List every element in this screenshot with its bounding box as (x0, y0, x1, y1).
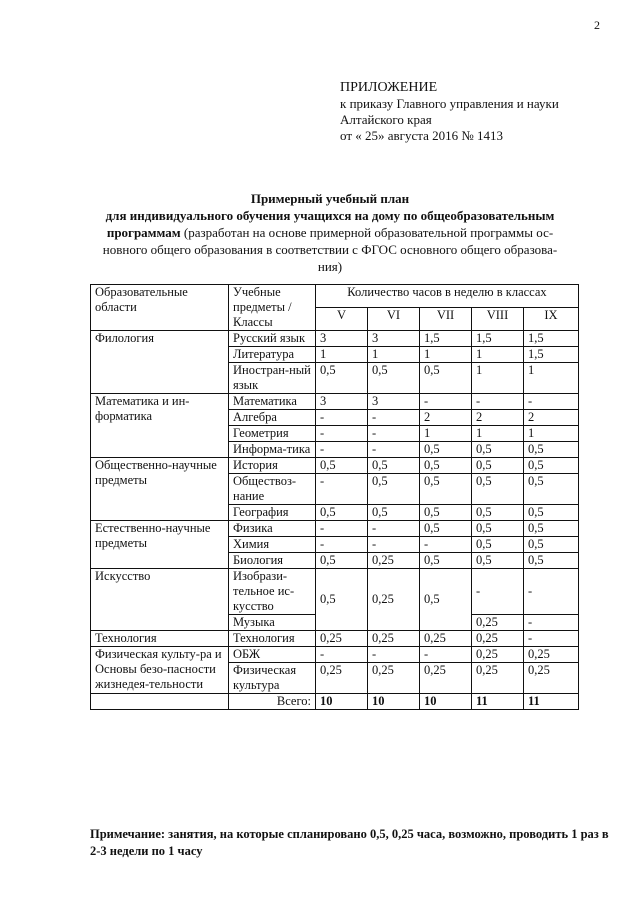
value-cell: 0,5 (472, 553, 524, 569)
subject-cell: ОБЖ (229, 647, 316, 663)
value-cell: 0,5 (316, 569, 368, 631)
value-cell: 1 (524, 426, 579, 442)
value-cell: 0,5 (420, 442, 472, 458)
value-cell: 1,5 (524, 331, 579, 347)
header-class: VII (420, 308, 472, 331)
subject-cell: География (229, 505, 316, 521)
value-cell: 0,25 (472, 615, 524, 631)
table-row (91, 631, 579, 647)
value-cell: 0,5 (368, 505, 420, 521)
subject-cell: Химия (229, 537, 316, 553)
value-cell: - (368, 537, 420, 553)
value-cell: 2 (524, 410, 579, 426)
value-cell: 1 (472, 426, 524, 442)
subject-cell: Литература (229, 347, 316, 363)
subject-cell: Технология (229, 631, 316, 647)
value-cell: 0,25 (368, 663, 420, 694)
value-cell: 0,5 (472, 537, 524, 553)
value-cell: 0,5 (524, 537, 579, 553)
subject-cell: История (229, 458, 316, 474)
page-number: 2 (594, 18, 600, 32)
value-cell: - (472, 394, 524, 410)
title-line-1: Примерный учебный план (250, 191, 410, 206)
total-empty-cell (91, 694, 229, 710)
value-cell: 1 (316, 347, 368, 363)
value-cell: 0,25 (524, 663, 579, 694)
value-cell: 3 (368, 331, 420, 347)
value-cell: - (472, 569, 524, 615)
value-cell: - (368, 521, 420, 537)
subject-cell: Физика (229, 521, 316, 537)
table-row (91, 647, 579, 663)
value-cell: - (316, 647, 368, 663)
appendix-line-3: от « 25» августа 2016 № 1413 (340, 128, 504, 143)
value-cell: 0,5 (472, 505, 524, 521)
value-cell: 1 (524, 363, 579, 394)
value-cell: 0,25 (316, 663, 368, 694)
title-line-3-bold: программам (106, 225, 181, 240)
subject-cell: Обществоз-нание (229, 474, 316, 505)
value-cell: 0,5 (420, 474, 472, 505)
total-value: 11 (524, 694, 579, 710)
value-cell: 1 (472, 347, 524, 363)
value-cell: 1,5 (524, 347, 579, 363)
value-cell: 3 (316, 331, 368, 347)
value-cell: - (524, 631, 579, 647)
value-cell: 2 (420, 410, 472, 426)
appendix-line-1: к приказу Главного управления и науки (340, 96, 559, 111)
value-cell: 0,5 (524, 458, 579, 474)
area-cell: Физическая культу-ра и Основы безо-пасности жизнедея-тельности (91, 647, 229, 694)
value-cell: 0,5 (472, 442, 524, 458)
table-row (91, 394, 579, 410)
area-cell: Филология (91, 331, 229, 394)
value-cell: 0,5 (420, 569, 472, 631)
header-hours: Количество часов в неделю в классах (316, 285, 579, 308)
value-cell: - (524, 615, 579, 631)
value-cell: 0,25 (368, 569, 420, 631)
header-class: V (316, 308, 368, 331)
area-cell: Искусство (91, 569, 229, 631)
value-cell: 0,25 (420, 631, 472, 647)
total-value: 10 (420, 694, 472, 710)
value-cell: 0,5 (524, 442, 579, 458)
value-cell: - (420, 537, 472, 553)
value-cell: 0,25 (420, 663, 472, 694)
value-cell: 0,25 (472, 631, 524, 647)
value-cell: 0,25 (368, 553, 420, 569)
value-cell: 0,5 (368, 474, 420, 505)
value-cell: - (524, 394, 579, 410)
value-cell: 1 (368, 347, 420, 363)
value-cell: 0,25 (316, 631, 368, 647)
subject-cell: Русский язык (229, 331, 316, 347)
value-cell: 2 (472, 410, 524, 426)
value-cell: - (368, 442, 420, 458)
total-label: Всего: (229, 694, 316, 710)
value-cell: 0,5 (420, 363, 472, 394)
appendix-heading: ПРИЛОЖЕНИЕ (340, 80, 438, 95)
value-cell: - (316, 474, 368, 505)
value-cell: 0,25 (368, 631, 420, 647)
title-line-5: ния) (317, 259, 343, 274)
table-row (91, 569, 579, 615)
value-cell: 0,5 (472, 521, 524, 537)
value-cell: 3 (316, 394, 368, 410)
value-cell: 1,5 (472, 331, 524, 347)
value-cell: 0,5 (472, 474, 524, 505)
header-class: VI (368, 308, 420, 331)
value-cell: 0,5 (316, 505, 368, 521)
table-row (91, 458, 579, 474)
subject-cell: Информа-тика (229, 442, 316, 458)
table-row (91, 521, 579, 537)
value-cell: - (316, 537, 368, 553)
value-cell: - (524, 569, 579, 615)
total-value: 10 (368, 694, 420, 710)
title-line-4: новного общего образования в соответствии с ФГОС основного общего образова- (102, 242, 558, 257)
value-cell: 0,5 (316, 363, 368, 394)
value-cell: - (368, 426, 420, 442)
value-cell: 0,5 (524, 521, 579, 537)
value-cell: - (420, 394, 472, 410)
total-value: 10 (316, 694, 368, 710)
header-areas: Образовательные области (91, 285, 229, 331)
value-cell: - (368, 410, 420, 426)
subject-cell: Биология (229, 553, 316, 569)
area-cell: Технология (91, 631, 229, 647)
header-subjects: Учебные предметы / Классы (229, 285, 316, 331)
subject-cell: Музыка (229, 615, 316, 631)
value-cell: 0,5 (368, 363, 420, 394)
table-row (91, 331, 579, 347)
value-cell: - (316, 521, 368, 537)
value-cell: 3 (368, 394, 420, 410)
appendix-block (340, 80, 559, 144)
subject-cell: Геометрия (229, 426, 316, 442)
document-title (70, 190, 590, 275)
value-cell: - (368, 647, 420, 663)
value-cell: 0,25 (472, 663, 524, 694)
value-cell: 0,5 (472, 458, 524, 474)
value-cell: - (316, 442, 368, 458)
value-cell: 0,5 (316, 458, 368, 474)
footnote: Примечание: занятия, на которые спланировано 0,5, 0,25 часа, возможно, проводить 1 раз в 2-3 недели по 1 часу (90, 827, 609, 858)
area-cell: Математика и ин-форматика (91, 394, 229, 458)
value-cell: 0,5 (420, 458, 472, 474)
subject-cell: Алгебра (229, 410, 316, 426)
value-cell: - (316, 410, 368, 426)
header-class: IX (524, 308, 579, 331)
value-cell: 0,5 (524, 553, 579, 569)
total-row (91, 694, 579, 710)
value-cell: - (316, 426, 368, 442)
value-cell: 0,5 (316, 553, 368, 569)
value-cell: 0,25 (524, 647, 579, 663)
value-cell: 0,5 (524, 505, 579, 521)
value-cell: 0,5 (420, 521, 472, 537)
total-value: 11 (472, 694, 524, 710)
value-cell: 0,5 (368, 458, 420, 474)
value-cell: 1,5 (420, 331, 472, 347)
value-cell: 1 (472, 363, 524, 394)
subject-cell: Математика (229, 394, 316, 410)
subject-cell: Иностран-ный язык (229, 363, 316, 394)
value-cell: 1 (420, 347, 472, 363)
value-cell: - (420, 647, 472, 663)
area-cell: Общественно-научные предметы (91, 458, 229, 521)
subject-cell: Физическая культура (229, 663, 316, 694)
subject-cell: Изобрази-тельное ис-кусство (229, 569, 316, 615)
title-line-3-rest: (разработан на основе примерной образовательной программы ос- (180, 225, 554, 240)
title-line-2: для индивидуального обучения учащихся на дому по общеобразовательным (105, 208, 555, 223)
value-cell: 1 (420, 426, 472, 442)
curriculum-table (90, 284, 579, 710)
area-cell: Естественно-научные предметы (91, 521, 229, 569)
value-cell: 0,5 (420, 553, 472, 569)
value-cell: 0,5 (524, 474, 579, 505)
value-cell: 0,5 (420, 505, 472, 521)
appendix-line-2: Алтайского края (340, 112, 432, 127)
header-class: VIII (472, 308, 524, 331)
value-cell: 0,25 (472, 647, 524, 663)
